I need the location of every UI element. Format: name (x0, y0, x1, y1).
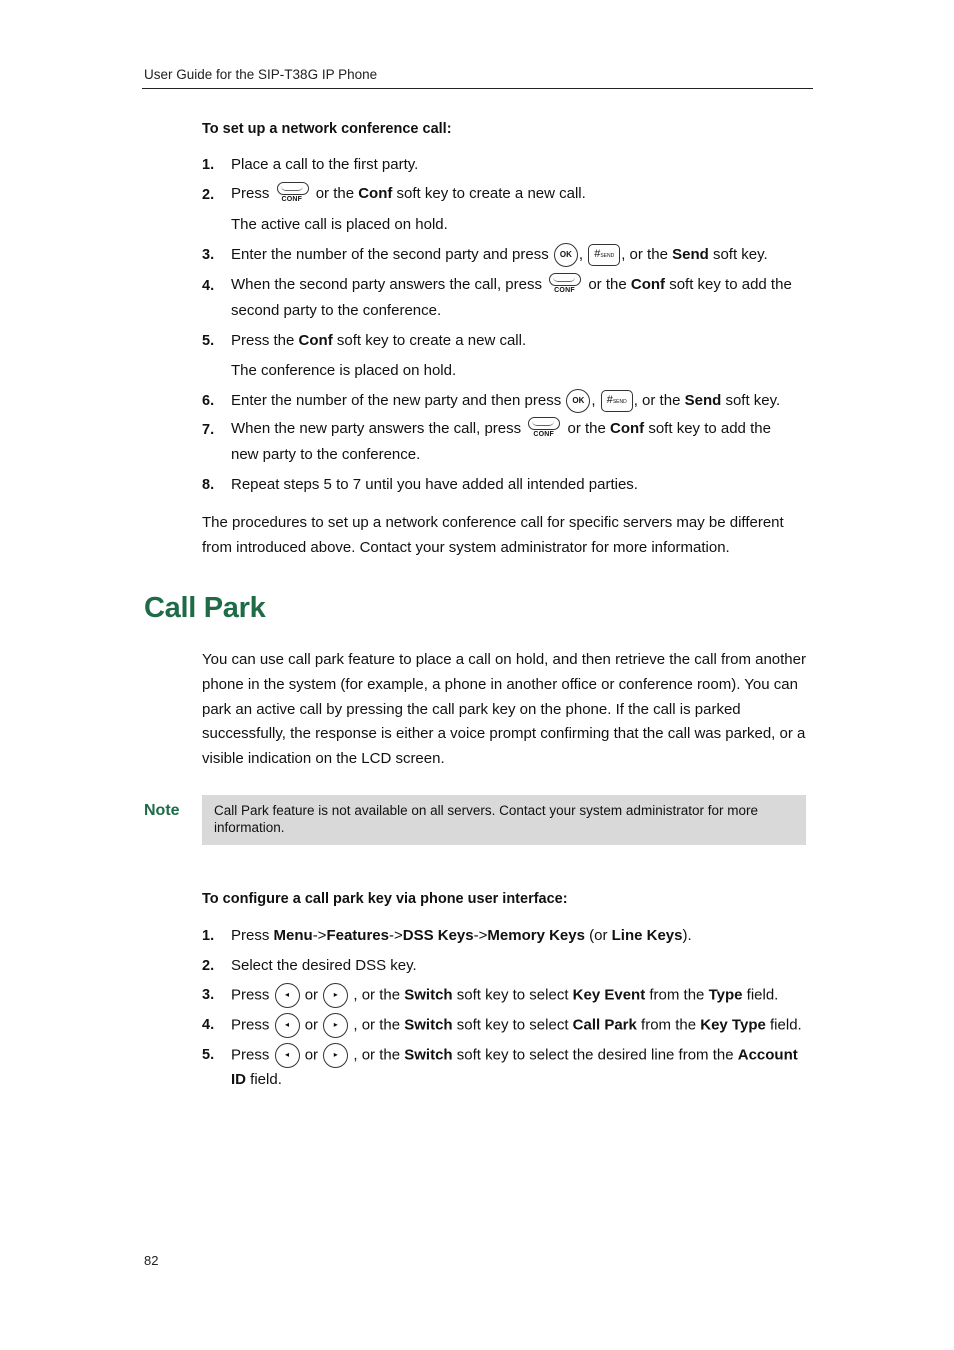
note-label: Note (144, 802, 180, 819)
header-divider (142, 88, 813, 89)
step-number: 4. (202, 278, 215, 294)
conf-key-icon: CONF (527, 417, 561, 441)
step-text: Press ◂ or ▸ , or the Switch soft key to select Key Event from the Type field. (231, 983, 778, 1008)
step-text: Enter the number of the second party and press OK , #SEND , or the Send soft key. (231, 243, 768, 267)
conf-key-icon: CONF (548, 273, 582, 297)
ok-key-icon: OK (566, 389, 590, 413)
step-number: 1. (202, 928, 215, 944)
conf-key-icon: CONF (276, 182, 310, 206)
step-number: 6. (202, 393, 215, 409)
step-number: 2. (202, 187, 215, 203)
note-text: Call Park feature is not available on all servers. Contact your system administrator for more information. (214, 803, 758, 835)
step-text: Press CONF or the Conf soft key to create a new call. (231, 182, 586, 206)
step-number: 7. (202, 422, 215, 438)
step-text: Press ◂ or ▸ , or the Switch soft key to select the desired line from the Account (231, 1043, 798, 1068)
step-text: When the second party answers the call, press CONF or the Conf soft key to add the (231, 273, 792, 297)
step-text: Select the desired DSS key. (231, 957, 417, 974)
step-number: 3. (202, 247, 215, 263)
note-box (202, 795, 806, 845)
step-subtext: The active call is placed on hold. (231, 216, 448, 233)
conference-note-paragraph: The procedures to set up a network conference call for specific servers may be different from introduced above. Contact your system administrator for more information. (202, 514, 784, 556)
step-number: 3. (202, 987, 215, 1003)
step-text-cont: new party to the conference. (231, 446, 421, 463)
step-number: 8. (202, 477, 215, 493)
right-navigation-key-icon: ▸ (323, 1043, 348, 1068)
step-number: 4. (202, 1017, 215, 1033)
call-park-procedure-heading: To configure a call park key via phone user interface: (202, 891, 568, 907)
step-subtext: The conference is placed on hold. (231, 362, 457, 379)
step-text: Press Menu->Features->DSS Keys->Memory Keys (or Line Keys). (231, 927, 692, 944)
step-number: 5. (202, 1047, 215, 1063)
step-text: Enter the number of the new party and then press OK , #SEND , or the Send soft key. (231, 389, 780, 413)
left-navigation-key-icon: ◂ (275, 1043, 300, 1068)
step-text: When the new party answers the call, press CONF or the Conf soft key to add the (231, 417, 771, 441)
send-key-icon: #SEND (601, 390, 633, 412)
step-number: 1. (202, 157, 215, 173)
step-number: 2. (202, 958, 215, 974)
step-text-cont: second party to the conference. (231, 302, 442, 319)
step-text: Press ◂ or ▸ , or the Switch soft key to select Call Park from the Key Type field. (231, 1013, 802, 1038)
send-key-icon: #SEND (588, 244, 620, 266)
right-navigation-key-icon: ▸ (323, 983, 348, 1008)
page-number: 82 (144, 1253, 159, 1268)
right-navigation-key-icon: ▸ (323, 1013, 348, 1038)
left-navigation-key-icon: ◂ (275, 1013, 300, 1038)
left-navigation-key-icon: ◂ (275, 983, 300, 1008)
conference-procedure-heading: To set up a network conference call: (202, 121, 452, 137)
step-text-cont: ID field. (231, 1071, 282, 1088)
step-text: Repeat steps 5 to 7 until you have added all intended parties. (231, 476, 638, 493)
step-number: 5. (202, 333, 215, 349)
step-text: Place a call to the first party. (231, 156, 419, 173)
section-title: Call Park (144, 592, 266, 624)
step-text: Press the Conf soft key to create a new call. (231, 332, 527, 349)
page-header: User Guide for the SIP-T38G IP Phone (144, 67, 378, 82)
call-park-intro: You can use call park feature to place a call on hold, and then retrieve the call from another phone in the system (for example, a phone in another office or conference room). You can park an active call by pressing the call park key on the phone. If the call is parked successfully, the response is either a voice prompt confirming that the call was parked, or a visible indication on the LCD screen. (202, 651, 806, 768)
ok-key-icon: OK (554, 243, 578, 267)
